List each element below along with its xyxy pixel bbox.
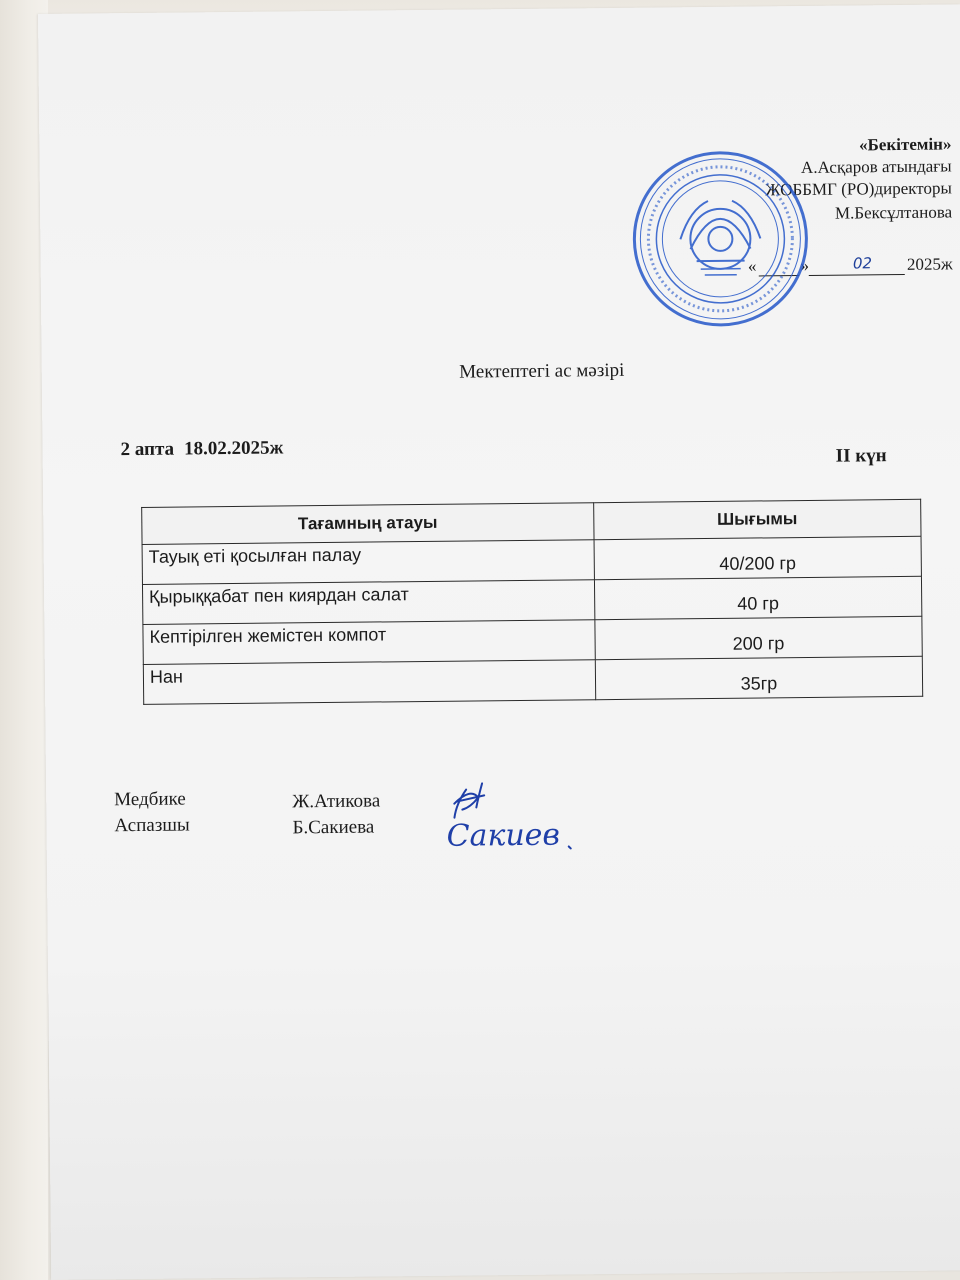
date-year: 2025ж: [906, 254, 953, 274]
date-month-blank: [809, 254, 905, 276]
date-month-handwritten: 02: [852, 254, 873, 273]
handwritten-signature-icon: [426, 772, 577, 864]
week-and-date: [120, 437, 283, 461]
handwritten-signature-text: Сакиев: [446, 817, 561, 854]
official-stamp-icon: [629, 148, 811, 330]
dish-yield: 35гр: [595, 656, 923, 699]
approval-director-name: М.Бексұлтанова: [834, 202, 953, 223]
date-quote-open: «: [747, 256, 757, 276]
header-dish-name: Тағамның атауы: [142, 503, 594, 545]
dish-yield: 40 гр: [594, 576, 922, 619]
signatory-name-nurse: Ж.Атикова: [292, 790, 381, 813]
menu-date: 18.02.2025ж: [183, 437, 284, 460]
signatory-role-cook: Аспазшы: [114, 814, 190, 837]
approval-position: ЖОББМГ (РО)директоры: [765, 178, 952, 200]
document-title: Мектептегі ас мәзірі: [459, 359, 625, 383]
dish-yield: 200 гр: [595, 616, 923, 659]
dish-name: Тауық еті қосылған палау: [142, 540, 594, 585]
header-yield: Шығымы: [593, 499, 921, 539]
approval-title: «Бекітемін»: [859, 134, 952, 155]
signatory-role-nurse: Медбике: [114, 788, 186, 811]
week-number: 2 апта: [120, 438, 175, 461]
date-quote-close: »: [800, 255, 810, 276]
approval-school-name: А.Асқаров атындағы: [800, 156, 952, 178]
dish-name: Қырыққабат пен киярдан салат: [142, 580, 594, 625]
table-row: [143, 656, 922, 704]
signatory-name-cook: Б.Сакиева: [292, 816, 375, 839]
dish-name: Кептірілген жемістен компот: [143, 620, 595, 665]
dish-yield: 40/200 гр: [594, 536, 922, 579]
dish-name: Нан: [143, 660, 595, 705]
document-page: [38, 4, 960, 1280]
menu-table: [141, 499, 923, 705]
day-label: ІІ күн: [835, 445, 887, 467]
